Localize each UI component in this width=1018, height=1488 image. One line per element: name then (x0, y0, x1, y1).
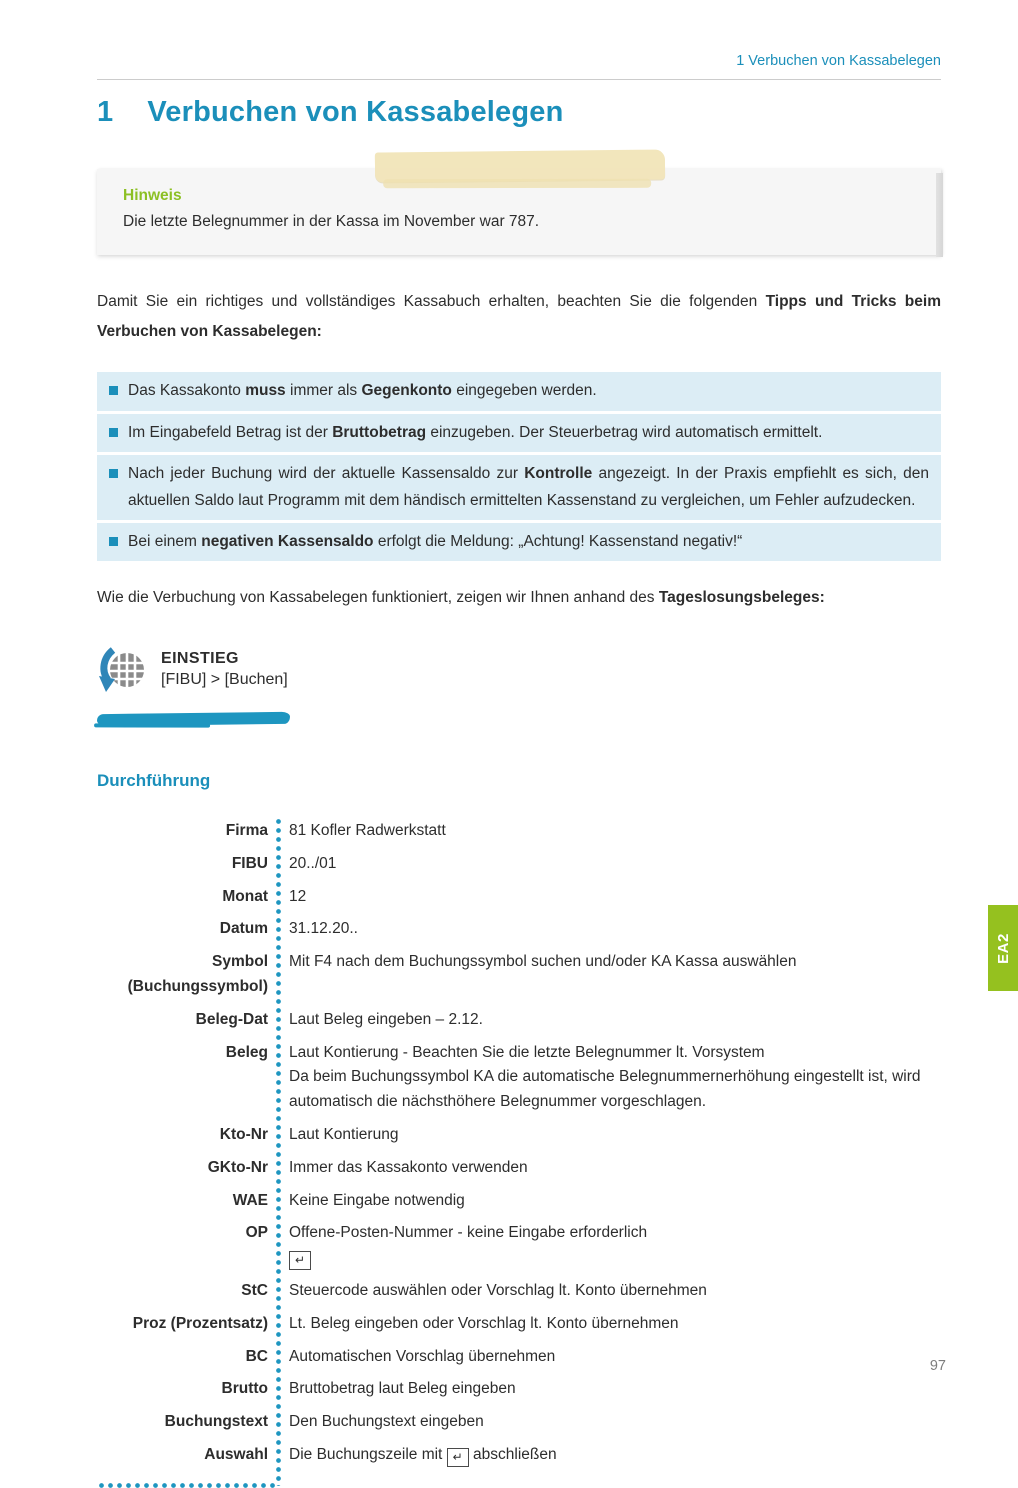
procedure-row (97, 1037, 941, 1119)
field-instruction: Automatischen Vorschlag übernehmen (289, 1347, 556, 1365)
field-label: Buchungstext (164, 1413, 268, 1431)
field-label: Datum (219, 920, 268, 938)
field-instruction: Steuercode auswählen oder Vorschlag lt. Konto übernehmen (289, 1282, 707, 1300)
procedure-row (97, 881, 941, 914)
field-instruction: Laut Kontierung (289, 1126, 399, 1144)
lead-paragraph: Wie die Verbuchung von Kassabelegen funktioniert, zeigen wir Ihnen anhand des Tageslosungsbeleges: (97, 589, 825, 607)
field-label: Beleg (225, 1043, 268, 1061)
hinweis-card (97, 169, 941, 255)
procedure-row (97, 1185, 941, 1218)
field-label: OP (245, 1224, 268, 1242)
enter-key-icon: ↵ (289, 1251, 311, 1270)
chapter-number: 1 (97, 96, 114, 128)
procedure-row (97, 1308, 941, 1341)
bullet-square-icon (109, 428, 118, 437)
field-label: Firma (225, 822, 268, 840)
field-label: Kto-Nr (219, 1126, 268, 1144)
bullet-square-icon (109, 469, 118, 478)
globe-download-icon (97, 647, 149, 704)
card-edge-shadow (936, 173, 943, 257)
dotted-divider-horizontal (97, 1483, 279, 1488)
field-instruction: 81 Kofler Radwerkstatt (289, 822, 446, 840)
procedure-row (97, 1341, 941, 1374)
page-number: 97 (929, 1358, 946, 1374)
tip-item (97, 523, 941, 561)
field-instruction: Laut Beleg eingeben – 2.12. (289, 1010, 483, 1028)
field-instruction: Die Buchungszeile mit ↵ abschließen (289, 1443, 941, 1468)
tip-text: Nach jeder Buchung wird der aktuelle Kassensaldo zur Kontrolle angezeigt. In der Praxis empfiehlt es sich, den aktuellen Saldo laut Programm mit dem händisch ermittelten Kassenstand zu vergleichen, um Fehler aufzudecken. (128, 464, 930, 509)
procedure-row (97, 946, 941, 1004)
field-instruction: Laut Kontierung - Beachten Sie die letzte Belegnummer lt. Vorsystem Da beim Buchungssymbol KA die automatische Belegnummernerhöhung eingestellt ist, wird automatisch die nächsthöhere Belegnummer vorgeschlagen. (289, 1043, 921, 1111)
procedure-row (97, 1152, 941, 1185)
procedure-row (97, 1439, 941, 1472)
field-label: Proz (Prozentsatz) (132, 1314, 268, 1332)
bullet-square-icon (109, 386, 118, 395)
procedure-row (97, 1217, 941, 1275)
dotted-divider-vertical (276, 817, 281, 1486)
field-label: StC (241, 1282, 268, 1300)
procedure-table (97, 815, 941, 1486)
highlight-brush-stroke (97, 712, 290, 726)
side-tab-label: EA2 (994, 932, 1012, 964)
einstieg-textblock (161, 647, 288, 689)
field-instruction: Den Buchungstext eingeben (289, 1413, 484, 1431)
field-instruction: 20../01 (289, 854, 337, 872)
field-instruction: Bruttobetrag laut Beleg eingeben (289, 1380, 516, 1398)
procedure-row (97, 815, 941, 848)
field-instruction: Lt. Beleg eingeben oder Vorschlag lt. Konto übernehmen (289, 1314, 679, 1332)
tips-list (97, 372, 941, 561)
field-label: WAE (232, 1191, 268, 1209)
tip-text: Im Eingabefeld Betrag ist der Bruttobetrag einzugeben. Der Steuerbetrag wird automatisch ermittelt. (128, 423, 823, 441)
field-instruction: 12 (289, 887, 307, 905)
field-label: BC (245, 1347, 268, 1365)
tip-text: Das Kassakonto muss immer als Gegenkonto eingegeben werden. (128, 382, 597, 400)
tip-item (97, 414, 941, 452)
chapter-title (97, 96, 941, 129)
field-instruction: Mit F4 nach dem Buchungssymbol suchen und/oder KA Kassa auswählen (289, 953, 797, 971)
tape-decoration (375, 149, 665, 182)
procedure-row (97, 1119, 941, 1152)
tip-text: Bei einem negativen Kassensaldo erfolgt die Meldung: „Achtung! Kassenstand negativ!“ (128, 532, 743, 550)
procedure-row (97, 1373, 941, 1406)
intro-paragraph: Damit Sie ein richtiges und vollständiges Kassabuch erhalten, beachten Sie die folgenden Tipps und Tricks beim Verbuchen von Kassabelegen: (97, 293, 941, 341)
procedure-row (97, 1406, 941, 1439)
chapter-side-tab (988, 905, 1018, 991)
einstieg-path: [FIBU] > [Buchen] (161, 671, 288, 689)
bullet-square-icon (109, 537, 118, 546)
field-label: Symbol (Buchungssymbol) (127, 953, 268, 996)
procedure-row (97, 913, 941, 946)
field-label: Monat (222, 887, 268, 905)
enter-key-icon: ↵ (447, 1448, 469, 1467)
field-instruction: Keine Eingabe notwendig (289, 1191, 465, 1209)
procedure-row (97, 1275, 941, 1308)
running-header (97, 52, 941, 80)
field-instruction: 31.12.20.. (289, 920, 358, 938)
running-header-text: 1 Verbuchen von Kassabelegen (736, 53, 941, 69)
field-label: Auswahl (204, 1446, 268, 1463)
einstieg-label: EINSTIEG (161, 650, 239, 668)
field-label: Beleg-Dat (195, 1010, 268, 1028)
field-label: Brutto (221, 1380, 268, 1398)
field-label: FIBU (231, 854, 268, 872)
hinweis-text: Die letzte Belegnummer in der Kassa im November war 787. (123, 213, 540, 230)
section-heading: Durchführung (97, 771, 211, 791)
procedure-row (97, 848, 941, 881)
field-label: GKto-Nr (207, 1158, 268, 1176)
procedure-row (97, 1004, 941, 1037)
hinweis-label: Hinweis (123, 187, 182, 204)
einstieg-block (97, 647, 941, 704)
tip-item (97, 455, 941, 520)
field-instruction: Offene-Posten-Nummer - keine Eingabe erforderlich ↵ (289, 1221, 941, 1271)
tip-item (97, 372, 941, 410)
field-instruction: Immer das Kassakonto verwenden (289, 1158, 528, 1176)
chapter-title-text: Verbuchen von Kassabelegen (147, 96, 564, 128)
